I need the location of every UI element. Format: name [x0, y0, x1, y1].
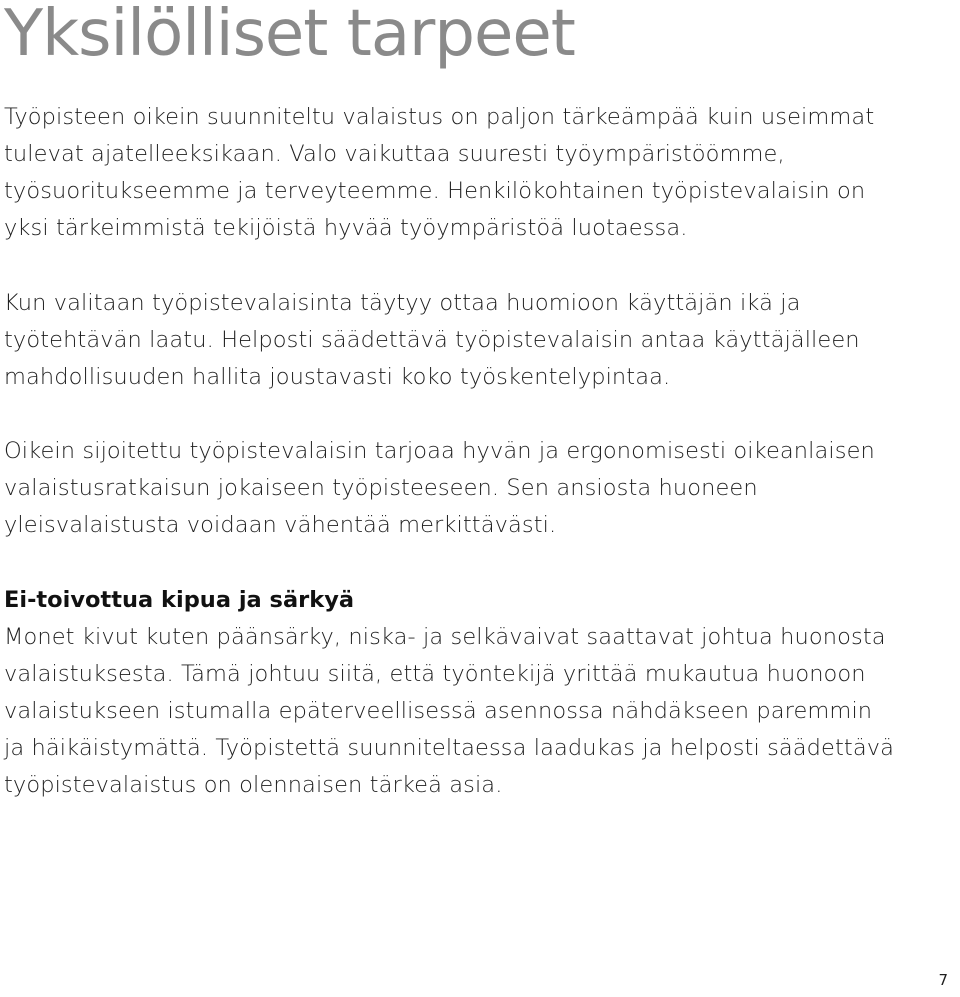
paragraph-line: Työpisteen oikein suunniteltu valaistus on paljon tärkeämpää kuin useimmat [4, 104, 875, 130]
placement-paragraph [4, 433, 954, 544]
paragraph-line: Kun valitaan työpistevalaisinta täytyy ottaa huomioon käyttäjän ikä ja [4, 290, 801, 316]
paragraph-line: työpistevalaistus on olennaisen tärkeä asia. [4, 772, 503, 798]
section-heading: Ei-toivottua kipua ja särkyä [4, 587, 355, 613]
paragraph-line: Monet kivut kuten päänsärky, niska- ja selkävaivat saattavat johtua huonosta [4, 624, 886, 650]
page-number: 7 [938, 971, 948, 989]
paragraph-line: ja häikäistymättä. Työpistettä suunniteltaessa laadukas ja helposti säädettävä [4, 735, 895, 761]
paragraph-line: yksi tärkeimmistä tekijöistä hyvää työympäristöä luotaessa. [4, 215, 688, 241]
paragraph-line: mahdollisuuden hallita joustavasti koko työskentelypintaa. [4, 364, 671, 390]
paragraph-line: työtehtävän laatu. Helposti säädettävä työpistevalaisin antaa käyttäjälleen [4, 327, 860, 353]
paragraph-line: tulevat ajatelleeksikaan. Valo vaikuttaa suuresti työympäristöömme, [4, 141, 785, 167]
paragraph-line: työsuoritukseemme ja terveyteemme. Henkilökohtainen työpistevalaisin on [4, 178, 866, 204]
paragraph-line: Oikein sijoitettu työpistevalaisin tarjoaa hyvän ja ergonomisesti oikeanlaisen [4, 438, 875, 464]
intro-paragraph [4, 99, 954, 247]
paragraph-line: valaistuksesta. Tämä johtuu siitä, että työntekijä yrittää mukautua huonoon [4, 661, 866, 687]
selection-paragraph [4, 285, 954, 396]
pain-paragraph [4, 619, 954, 804]
paragraph-line: valaistusratkaisun jokaiseen työpisteeseen. Sen ansiosta huoneen [4, 475, 758, 501]
page-title: Yksilölliset tarpeet [4, 0, 575, 71]
paragraph-line: yleisvalaistusta voidaan vähentää merkittävästi. [4, 512, 557, 538]
paragraph-line: valaistukseen istumalla epäterveellisessä asennossa nähdäkseen paremmin [4, 698, 873, 724]
